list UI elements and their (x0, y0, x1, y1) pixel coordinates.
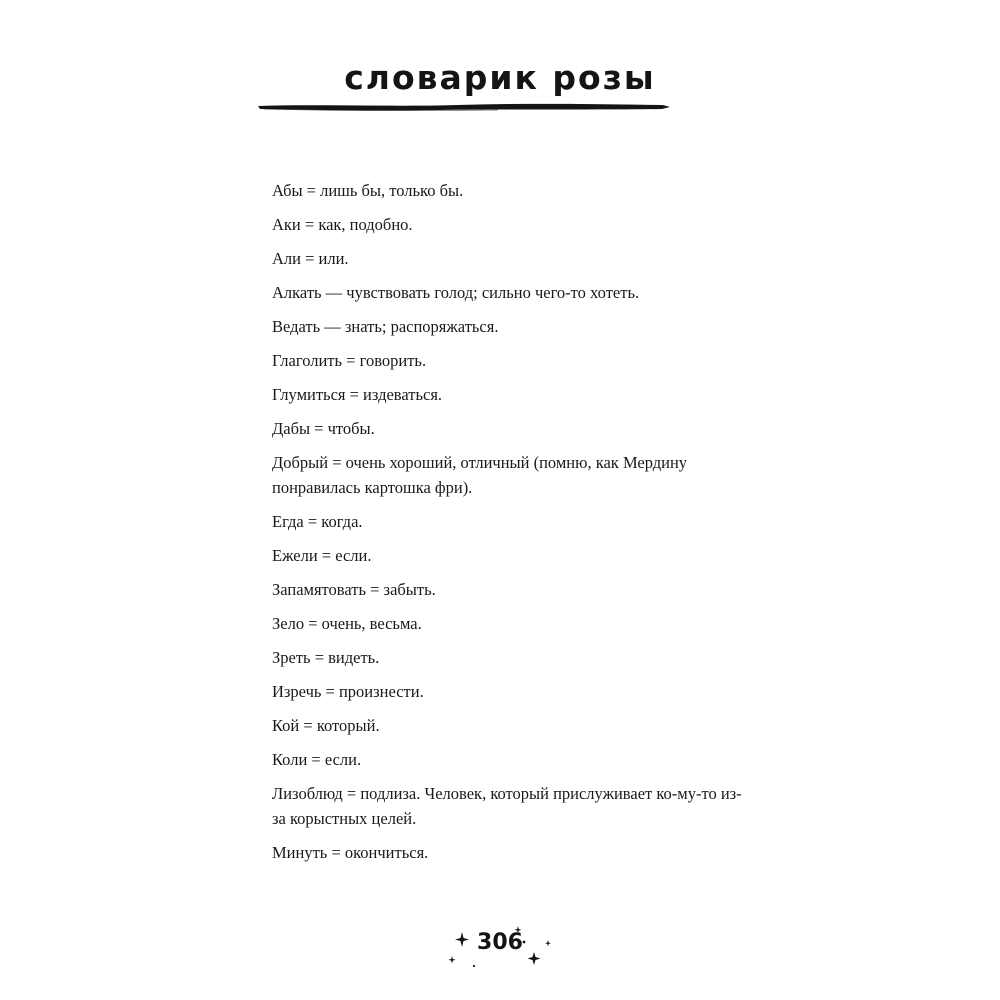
glossary-entry: Запамятовать = забыть. (272, 580, 436, 599)
glossary-entry: Глумиться = издеваться. (272, 385, 443, 404)
glossary-entry: Лизоблюд = подлиза. Человек, который прислуживает ко-му-то из-за корыстных целей. (272, 784, 742, 828)
glossary-entry: Али = или. (272, 249, 349, 268)
glossary-entry: Абы = лишь бы, только бы. (272, 181, 464, 200)
glossary-entry: Дабы = чтобы. (272, 419, 375, 438)
glossary-entry: Ежели = если. (272, 546, 372, 565)
glossary-entry: Егда = когда. (272, 512, 363, 531)
page-title: словарик розы (344, 58, 656, 97)
glossary-entry: Кой = который. (272, 716, 380, 735)
page-footer (440, 922, 560, 972)
title-underline-brush (258, 99, 674, 115)
glossary-entry: Зело = очень, весьма. (272, 614, 422, 633)
glossary-entry: Глаголить = говорить. (272, 351, 427, 370)
glossary-entry: Зреть = видеть. (272, 648, 380, 667)
glossary-entry: Алкать — чувствовать голод; сильно чего-то хотеть. (272, 283, 640, 302)
glossary-entry: Ведать — знать; распоряжаться. (272, 317, 499, 336)
glossary-entry: Добрый = очень хороший, отличный (помню, как Мердину понравилась картошка фри). (272, 453, 688, 497)
glossary-entry: Изречь = произнести. (272, 682, 424, 701)
glossary-entry: Коли = если. (272, 750, 362, 769)
glossary-entry: Минуть = окончиться. (272, 843, 429, 862)
glossary-entry: Аки = как, подобно. (272, 215, 413, 234)
glossary-list (272, 178, 742, 874)
page-number: 306 (477, 930, 523, 955)
